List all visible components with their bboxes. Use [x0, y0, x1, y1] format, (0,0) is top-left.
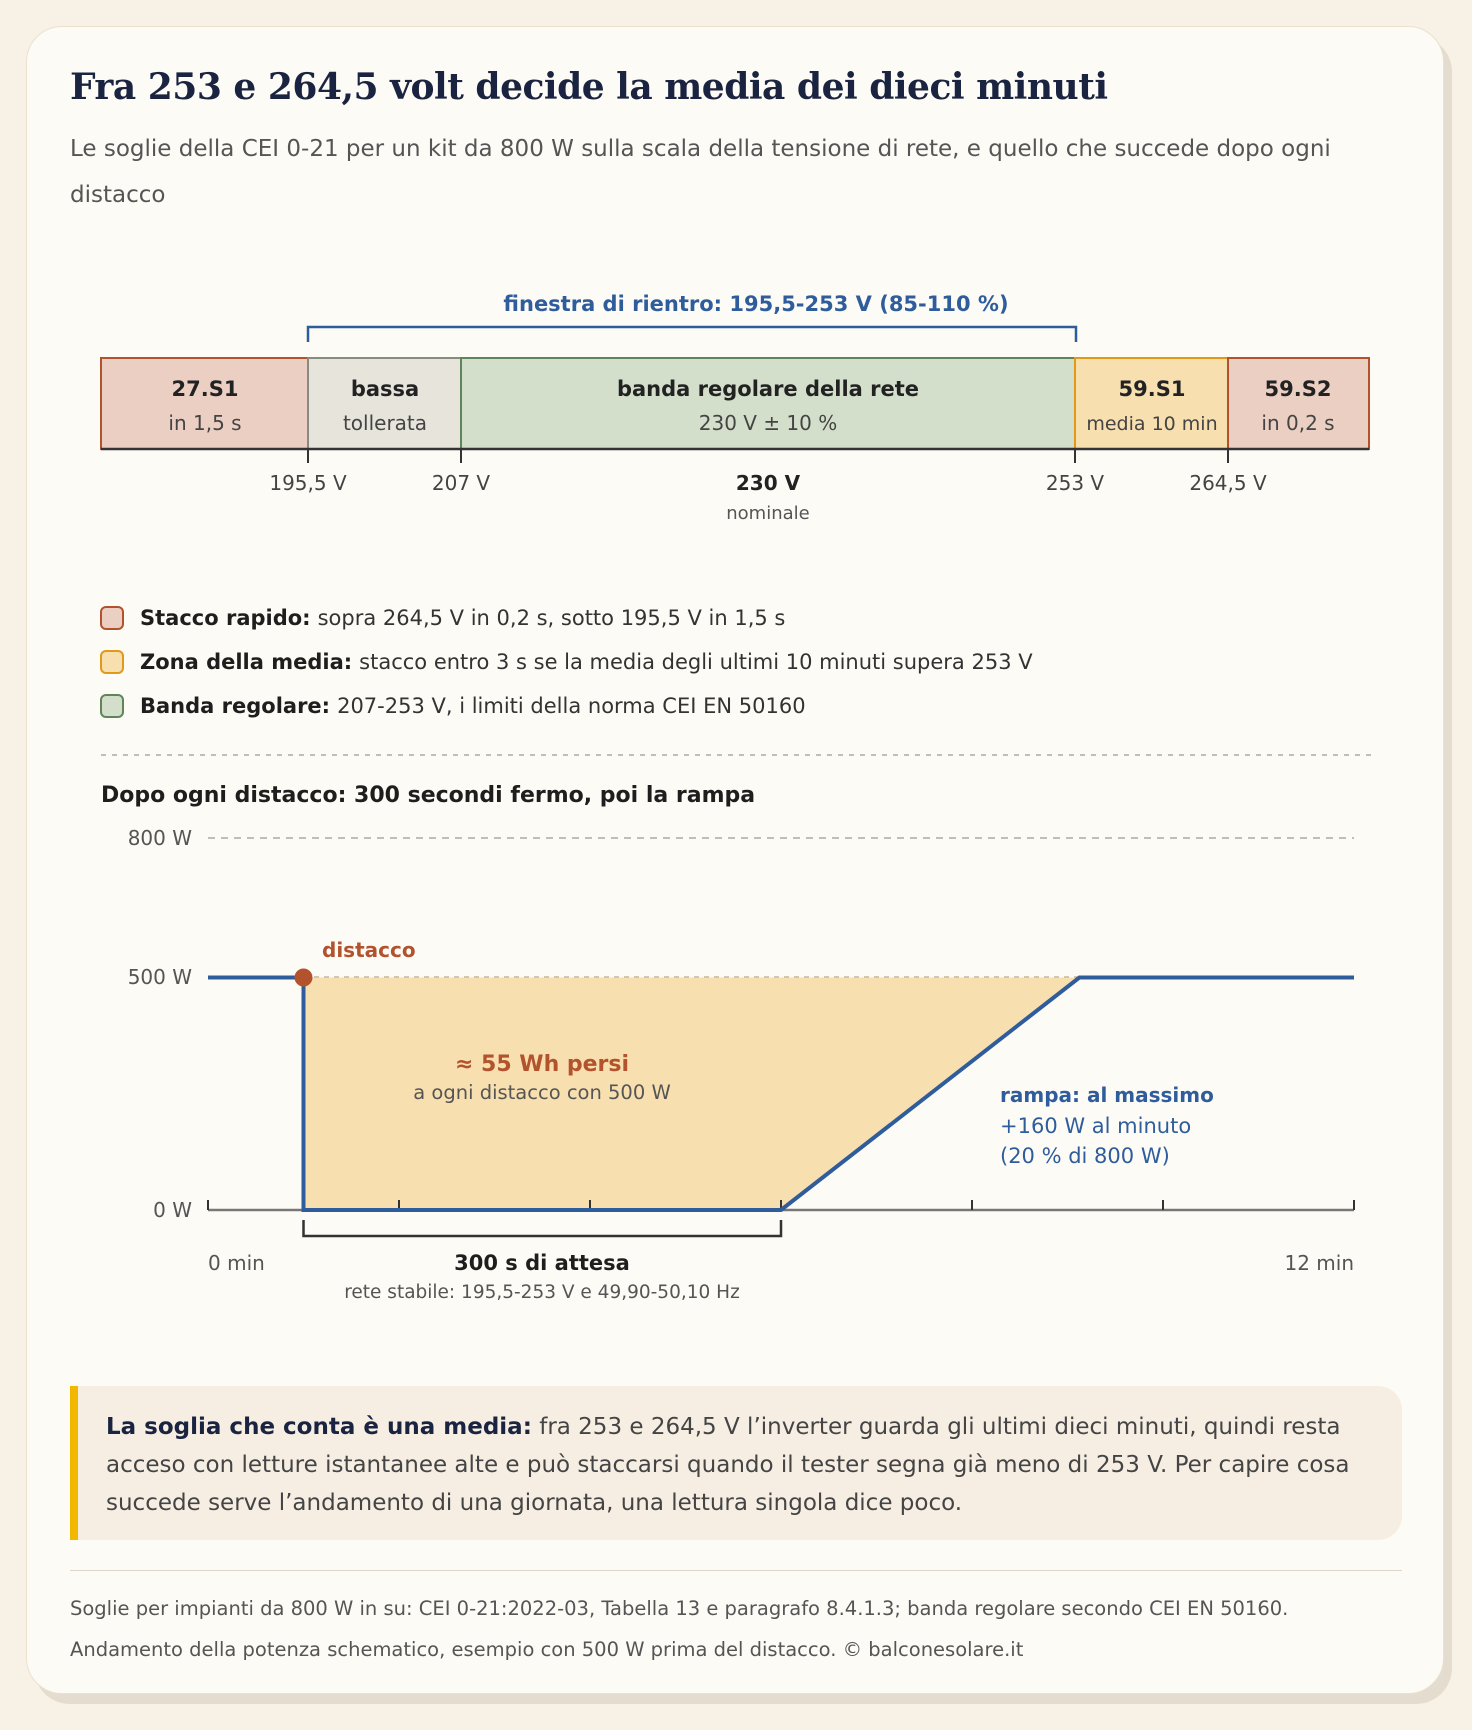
footer-line: Soglie per impianti da 800 W in su: CEI 0-21:2022-03, Tabella 13 e paragrafo 8.4.1.3; banda regolare secondo CEI EN 50160.: [70, 1597, 1289, 1620]
ramp-rate: +160 W al minuto: [1000, 1114, 1192, 1138]
segment-title: 59.S1: [1118, 377, 1186, 401]
scale-tick-label: 195,5 V: [269, 471, 347, 495]
segment-subtitle: media 10 min: [1086, 413, 1218, 435]
disconnect-point: [295, 969, 313, 987]
y-tick-label: 800 W: [127, 826, 192, 850]
legend-item-title: Zona della media:: [140, 650, 353, 674]
reentry-window-label: finestra di rientro: 195,5-253 V (85-110 %): [503, 292, 1009, 316]
wait-note: rete stabile: 195,5-253 V e 49,90-50,10 Hz: [344, 1282, 740, 1303]
legend-item: [100, 604, 1033, 632]
scale-tick-label: 253 V: [1045, 471, 1105, 495]
x-start-label: 0 min: [208, 1251, 265, 1275]
ramp-note: (20 % di 800 W): [1000, 1144, 1170, 1168]
voltage-scale: [0, 280, 1472, 540]
legend-item-title: Stacco rapido:: [140, 606, 311, 630]
legend-item-text: 207-253 V, i limiti della norma CEI EN 50160: [337, 694, 806, 718]
segment-title: bassa: [350, 377, 420, 401]
footer-divider: [70, 1570, 1402, 1571]
segment-subtitle: in 0,2 s: [1261, 411, 1335, 435]
energy-loss-note: a ogni distacco con 500 W: [413, 1081, 671, 1104]
segment-title: banda regolare della rete: [616, 377, 920, 401]
segment-59s2: [1228, 358, 1369, 449]
disconnect-label: distacco: [322, 938, 416, 962]
legend-item-text: sopra 264,5 V in 0,2 s, sotto 195,5 V in 1,5 s: [317, 606, 786, 630]
x-end-label: 12 min: [1284, 1251, 1354, 1275]
legend-item-title: Banda regolare:: [140, 694, 331, 718]
segment-title: 27.S1: [171, 377, 239, 401]
segment-bassa-tollerata: [308, 358, 461, 449]
legend-item: [100, 648, 1033, 676]
segment-banda-regolare: [461, 358, 1075, 449]
wait-label: 300 s di attesa: [454, 1251, 630, 1275]
y-tick-label: 500 W: [127, 965, 192, 989]
callout-text: fra 253 e 264,5 V l’inverter guarda gli ultimi dieci minuti, quindi resta acceso con letture istantanee alte e può staccarsi quando il tester segna già meno di 253 V. Per capire cosa succede serve l’andamento di una giornata, una lettura singola dice poco.: [106, 1414, 1350, 1516]
segment-subtitle: tollerata: [342, 411, 428, 435]
legend-item: [100, 692, 1033, 720]
segment-subtitle: in 1,5 s: [168, 411, 242, 435]
segment-59s1: [1075, 358, 1228, 449]
nominal-voltage: 230 V: [735, 471, 801, 495]
legend-swatch-green: [100, 694, 124, 718]
page-title: Fra 253 e 264,5 volt decide la media dei dieci minuti: [70, 66, 1108, 108]
nominal-label: nominale: [726, 503, 810, 524]
scale-tick-label: 264,5 V: [1189, 471, 1267, 495]
footer-line: Andamento della potenza schematico, esempio con 500 W prima del distacco. © balconesolare.it: [70, 1638, 1024, 1661]
energy-loss-value: ≈ 55 Wh persi: [454, 1052, 630, 1077]
y-tick-label: 0 W: [153, 1198, 192, 1222]
power-chart: [0, 740, 1472, 1320]
segment-subtitle: 230 V ± 10 %: [698, 411, 838, 435]
legend: [100, 604, 1033, 736]
scale-tick-label: 207 V: [431, 471, 491, 495]
segment-27s1: [101, 358, 308, 449]
legend-swatch-red: [100, 606, 124, 630]
footer: [70, 1588, 1410, 1670]
segment-title: 59.S2: [1264, 377, 1332, 401]
reentry-window-bracket: [308, 327, 1076, 342]
callout-box: [70, 1386, 1402, 1540]
legend-swatch-amber: [100, 650, 124, 674]
legend-item-text: stacco entro 3 s se la media degli ultimi 10 minuti supera 253 V: [359, 650, 1033, 674]
page-subtitle: Le soglie della CEI 0-21 per un kit da 800 W sulla scala della tensione di rete, e quello che succede dopo ogni distacco: [70, 136, 1331, 208]
ramp-title: rampa: al massimo: [1000, 1083, 1214, 1107]
wait-bracket: [304, 1220, 782, 1236]
power-chart-title: Dopo ogni distacco: 300 secondi fermo, poi la rampa: [101, 783, 756, 808]
callout-lead: La soglia che conta è una media:: [106, 1414, 532, 1440]
